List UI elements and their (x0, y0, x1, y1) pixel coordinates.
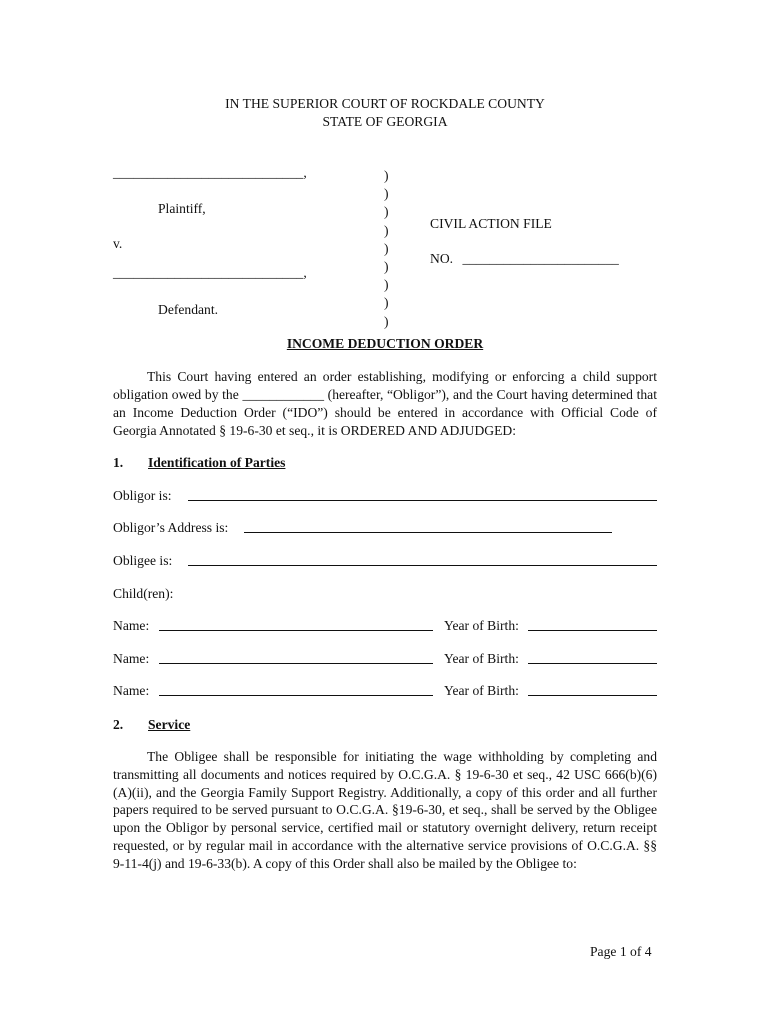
court-name: IN THE SUPERIOR COURT OF ROCKDALE COUNTY (225, 96, 545, 111)
caption-paren: ) (384, 313, 389, 329)
child-yob-field[interactable] (528, 663, 657, 664)
child-name-field[interactable] (159, 630, 433, 631)
section-1-heading: Identification of Parties (148, 455, 286, 470)
obligor-address-field[interactable] (244, 532, 612, 533)
plaintiff-blank: ____________________________, (113, 165, 307, 180)
obligor-address-label: Obligor’s Address is: (113, 520, 229, 535)
child-yob-field[interactable] (528, 695, 657, 696)
caption-paren: ) (384, 222, 389, 238)
child-yob-label: Year of Birth: (444, 683, 519, 698)
civil-action-file-label: CIVIL ACTION FILE (430, 216, 552, 231)
case-number-blank: _______________________ (462, 251, 619, 266)
document-title: INCOME DEDUCTION ORDER (286, 336, 484, 351)
section-2-number: 2. (113, 717, 124, 732)
obligee-field[interactable] (188, 565, 657, 566)
child-yob-field[interactable] (528, 630, 657, 631)
service-text: The Obligee shall be responsible for initiating the wage withholding by completing and transmitting all documents and notices required by O.C.G.A. § 19-6-30 et seq., 42 USC 666(b)(6)(A)(ii), and the Georgia Family Support Registry. Additionally, a copy of this order and all further papers required to be served pursuant to O.C.G.A. §19-6-30, et seq., shall be served by the Obligee upon the Obligor by personal service, certified mail or statutory overnight delivery, return receipt requested, or by regular mail in accordance with the alternative service provisions of O.C.G.A. §§ 9-11-4(j) and 19-6-33(b). A copy of this Order shall also be mailed by the Obligee to: (113, 749, 657, 871)
service-paragraph (113, 748, 657, 873)
versus-label: v. (113, 236, 123, 251)
child-name-label: Name: (113, 618, 150, 633)
child-name-label: Name: (113, 683, 150, 698)
caption-paren: ) (384, 277, 389, 293)
defendant-blank: ____________________________, (113, 265, 307, 280)
obligor-label: Obligor is: (113, 488, 172, 503)
plaintiff-label: Plaintiff, (158, 201, 206, 216)
intro-paragraph (113, 368, 657, 440)
child-name-field[interactable] (159, 695, 433, 696)
caption-paren: ) (384, 168, 389, 183)
caption-paren: ) (384, 240, 389, 256)
child-yob-label: Year of Birth: (444, 618, 519, 633)
children-label: Child(ren): (113, 586, 174, 601)
caption-paren: ) (384, 259, 389, 275)
caption-divider (384, 167, 389, 331)
page-number: Page 1 of 4 (590, 944, 652, 959)
case-number-label: NO. (430, 251, 454, 266)
section-1-number: 1. (113, 455, 124, 470)
state-name: STATE OF GEORGIA (322, 114, 448, 129)
defendant-label: Defendant. (158, 302, 219, 317)
case-number-field (430, 250, 619, 267)
section-2-heading: Service (148, 717, 191, 732)
obligor-field[interactable] (188, 500, 657, 501)
child-yob-label: Year of Birth: (444, 651, 519, 666)
caption-paren: ) (384, 204, 389, 220)
intro-text-1: This Court having entered an order establishing, modifying or enforcing a child support obligation owed by the (113, 369, 657, 402)
caption-paren: ) (384, 295, 389, 311)
child-name-field[interactable] (159, 663, 433, 664)
obligee-name-blank: ____________ (242, 387, 324, 402)
child-name-label: Name: (113, 651, 150, 666)
obligee-label: Obligee is: (113, 553, 173, 568)
caption-paren: ) (384, 186, 389, 202)
intro-text-2: (hereafter, “Obligor”), and the Court having determined that an Income Deduction Order (“IDO”) should be entered in accordance with Official Code of Georgia Annotated § 19-6-30 et seq., it is ORDERED AND ADJUDGED: (113, 387, 657, 438)
